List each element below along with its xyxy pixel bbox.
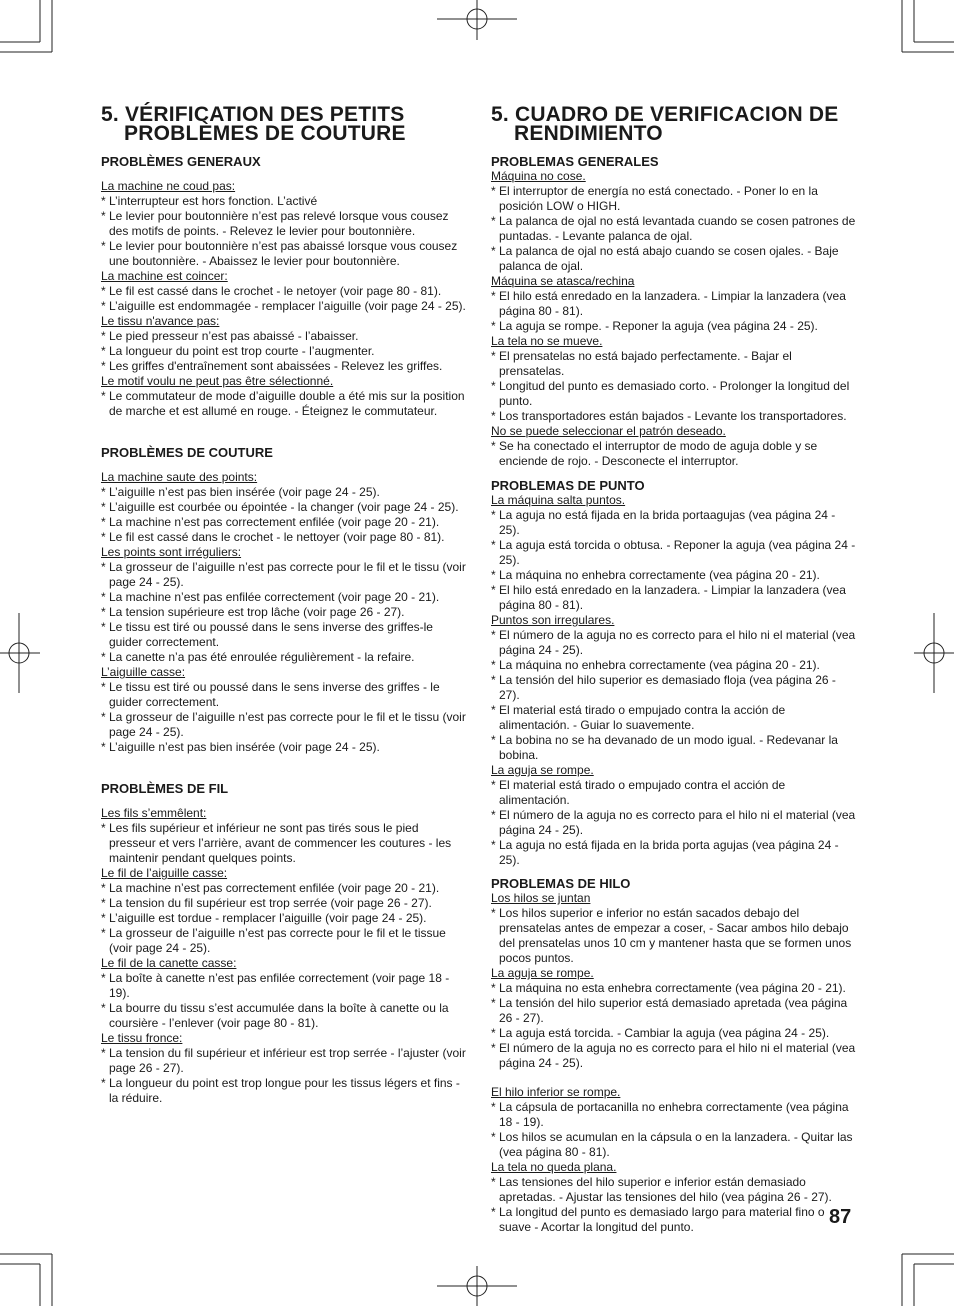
bullet-asterisk: * (491, 658, 496, 672)
remedy-item: * El hilo está enredado en la lanzadera. - Limpiar la lanzadera (vea página 80 - 81). (491, 583, 846, 612)
bullet-asterisk: * (101, 500, 106, 514)
bullet-asterisk: * (491, 703, 496, 717)
bullet-asterisk: * (491, 409, 496, 423)
bullet-asterisk: * (491, 996, 496, 1010)
bullet-asterisk: * (101, 344, 106, 358)
bullet-asterisk: * (101, 605, 106, 619)
remedy-item: * La machine n’est pas correctement enfilée (voir page 20 - 21). (101, 881, 440, 895)
remedy-item: * Los transportadores están bajados - Levante los transportadores. (491, 409, 847, 423)
remedy-item: * L’aiguille n’est pas bien insérée (voir page 24 - 25). (101, 485, 380, 499)
remedy-item: * Le tissu est tiré ou poussé dans le sens inverse des griffes-le guider correctement. (101, 620, 433, 649)
french-title-line1: 5. VÉRIFICATION DES PETITS (101, 103, 405, 126)
bullet-asterisk: * (101, 1076, 106, 1090)
remedy-item: * Les fils supérieur et inférieur ne sont pas tirés sous le pied presseur et vers l’arrière, avant de commencer les coutures - les maintenir pendant quelques points. (101, 821, 452, 865)
problem-subheading: Le tissu n'avance pas: (101, 314, 220, 328)
problem-subheading: Los hilos se juntan (491, 891, 591, 905)
remedy-item: * La grosseur de l’aiguille n’est pas correcte pour le fil et le tissu (voir page 24 - 25). (101, 710, 466, 739)
problem-subheading: La aguja se rompe. (491, 966, 594, 980)
remedy-item: * Le commutateur de mode d’aiguille double a été mis sur la position de marche et est allumé en rouge. - Éteignez le commutateur. (101, 389, 465, 418)
bullet-asterisk: * (101, 590, 106, 604)
bullet-asterisk: * (101, 881, 106, 895)
remedy-item: * Le tissu est tiré ou poussé dans le sens inverse des griffes - le guider correctement. (101, 680, 440, 709)
bullet-asterisk: * (101, 560, 106, 574)
remedy-item: * Le pied presseur n’est pas abaissé - l’abaisser. (101, 329, 359, 343)
bullet-asterisk: * (101, 911, 106, 925)
remedy-item: * La tension supérieure est trop lâche (voir page 26 - 27). (101, 605, 405, 619)
remedy-item: * Le fil est cassé dans le crochet - le netoyer (voir page 80 - 81). (101, 284, 442, 298)
problem-subheading: La tela no se mueve. (491, 334, 603, 348)
bullet-asterisk: * (101, 194, 106, 208)
bullet-asterisk: * (491, 1205, 496, 1219)
remedy-item: * L’aiguille est tordue - remplacer l’aiguille (voir page 24 - 25). (101, 911, 427, 925)
remedy-item: * La máquina no enhebra correctamente (vea página 20 - 21). (491, 658, 820, 672)
problem-subheading: Puntos son irregulares. (491, 613, 615, 627)
bullet-asterisk: * (101, 971, 106, 985)
remedy-item: * Se ha conectado el interruptor de modo de aguja doble y se enciende de rojo. - Desconecte el interruptor. (491, 439, 818, 468)
spanish-column (491, 105, 857, 1235)
problem-subheading: La machine est coincer: (101, 269, 228, 283)
french-column (101, 105, 467, 1106)
remedy-item: * La máquina no esta enhebra correctamente (vea página 20 - 21). (491, 981, 846, 995)
problem-subheading: Les points sont irréguliers: (101, 545, 242, 559)
remedy-item: * La tensión del hilo superior está demasiado apretada (vea página 26 - 27). (491, 996, 848, 1025)
bullet-asterisk: * (101, 620, 106, 634)
remedy-item: * La aguja se rompe. - Reponer la aguja (vea página 24 - 25). (491, 319, 818, 333)
french-title (101, 105, 467, 143)
bullet-asterisk: * (491, 673, 496, 687)
remedy-item: * La tension du fil supérieur et inférieur est trop serrée - l’ajuster (voir page 26 - 27). (101, 1046, 466, 1075)
bullet-asterisk: * (101, 896, 106, 910)
remedy-item: * La tension du fil supérieur est trop serrée (voir page 26 - 27). (101, 896, 432, 910)
remedy-item: * La canette n’a pas été enroulée régulièrement - la refaire. (101, 650, 415, 664)
bullet-asterisk: * (101, 284, 106, 298)
page-number: 87 (829, 1206, 852, 1228)
bullet-asterisk: * (491, 568, 496, 582)
remedy-item: * Las tensiones del hilo superior e inferior están demasiado apretadas. - Ajustar las tensiones del hilo (vea página 26 - 27). (491, 1175, 832, 1204)
remedy-item: * El material está tirado o empujado contra el acción de alimentación. (491, 778, 786, 807)
remedy-item: * La longueur du point est trop courte - l’augmenter. (101, 344, 375, 358)
bullet-asterisk: * (491, 778, 496, 792)
bullet-asterisk: * (491, 508, 496, 522)
remedy-item: * La tensión del hilo superior es demasiado floja (vea página 26 - 27). (491, 673, 836, 702)
problem-subheading: La machine ne coud pas: (101, 179, 236, 193)
remedy-item: * La bobina no se ha devanado de un modo igual. - Redevanar la bobina. (491, 733, 838, 762)
bullet-asterisk: * (491, 214, 496, 228)
spanish-title-line2: RENDIMIENTO (514, 122, 663, 145)
bullet-asterisk: * (491, 628, 496, 642)
bullet-asterisk: * (491, 349, 496, 363)
bullet-asterisk: * (101, 740, 106, 754)
bullet-asterisk: * (101, 680, 106, 694)
remedy-item: * La grosseur de l’aiguille n’est pas correcte pour le fil et le tissu (voir page 24 - 25). (101, 560, 466, 589)
bullet-asterisk: * (491, 439, 496, 453)
problem-subheading: La aguja se rompe. (491, 763, 594, 777)
remedy-item: * La palanca de ojal no está abajo cuando se cosen ojales. - Baje palanca de ojal. (491, 244, 839, 273)
remedy-item: * La longitud del punto es demasiado largo para material fino o suave - Acortar la longitud del punto. (491, 1205, 825, 1234)
section-heading: PROBLEMAS GENERALES (491, 154, 659, 169)
bullet-asterisk: * (101, 239, 106, 253)
remedy-item: * La aguja no está fijada en la brida porta agujas (vea página 24 - 25). (491, 838, 839, 867)
bullet-asterisk: * (491, 808, 496, 822)
bullet-asterisk: * (101, 515, 106, 529)
spanish-title-line1: 5. CUADRO DE VERIFICACION DE (491, 103, 839, 126)
remedy-item: * L’interrupteur est hors fonction. L’activé (101, 194, 318, 208)
bullet-asterisk: * (491, 583, 496, 597)
problem-subheading: El hilo inferior se rompe. (491, 1085, 621, 1099)
spanish-title (491, 105, 857, 143)
problem-subheading: Le tissu fronce: (101, 1031, 183, 1045)
section-heading: PROBLÈMES GENERAUX (101, 154, 261, 169)
remedy-item: * Les griffes d'entraînement sont abaissées - Relevez les griffes. (101, 359, 443, 373)
bullet-asterisk: * (101, 299, 106, 313)
bullet-asterisk: * (491, 1041, 496, 1055)
bullet-asterisk: * (101, 209, 106, 223)
bullet-asterisk: * (491, 184, 496, 198)
french-title-line2: PROBLÈMES DE COUTURE (124, 122, 406, 145)
problem-subheading: La máquina salta puntos. (491, 493, 626, 507)
remedy-item: * La longueur du point est trop longue pour les tissus légers et fins - la réduire. (101, 1076, 460, 1105)
remedy-item: * La aguja no está fijada en la brida portaagujas (vea página 24 - 25). (491, 508, 836, 537)
bullet-asterisk: * (101, 329, 106, 343)
bullet-asterisk: * (491, 981, 496, 995)
bullet-asterisk: * (101, 821, 106, 835)
bullet-asterisk: * (491, 289, 496, 303)
problem-subheading: Le fil de la canette casse: (101, 956, 237, 970)
remedy-item: * La cápsula de portacanilla no enhebra correctamente (vea página 18 - 19). (491, 1100, 849, 1129)
bullet-asterisk: * (101, 1001, 106, 1015)
remedy-item: * El número de la aguja no es correcto para el hilo ni el material (vea página 24 - 25). (491, 1041, 856, 1070)
bullet-asterisk: * (491, 1175, 496, 1189)
bullet-asterisk: * (491, 1100, 496, 1114)
problem-subheading: Les fils s’emmêlent: (101, 806, 207, 820)
remedy-item: * Los hilos se acumulan en la cápsula o en la lanzadera. - Quitar las (vea página 80 - 81). (491, 1130, 853, 1159)
remedy-item: * La palanca de ojal no está levantada cuando se cosen patrones de puntadas. - Levante palanca de ojal. (491, 214, 856, 243)
bullet-asterisk: * (491, 1026, 496, 1040)
remedy-item: * L’aiguille est courbée ou épointée - la changer (voir page 24 - 25). (101, 500, 459, 514)
french-sections (101, 154, 467, 1106)
bullet-asterisk: * (491, 244, 496, 258)
remedy-item: * La aguja está torcida. - Cambiar la aguja (vea página 24 - 25). (491, 1026, 830, 1040)
bullet-asterisk: * (491, 838, 496, 852)
bullet-asterisk: * (101, 1046, 106, 1060)
section-heading: PROBLÈMES DE FIL (101, 781, 229, 796)
bullet-asterisk: * (101, 926, 106, 940)
remedy-item: * Le levier pour boutonnière n’est pas abaissé lorsque vous cousez une boutonnière. - Abaissez le levier pour boutonnière. (101, 239, 458, 268)
problem-subheading: Le fil de l’aiguille casse: (101, 866, 228, 880)
problem-subheading: Máquina no cose. (491, 169, 586, 183)
bullet-asterisk: * (491, 1130, 496, 1144)
section-heading: PROBLÈMES DE COUTURE (101, 445, 273, 460)
bullet-asterisk: * (101, 650, 106, 664)
remedy-item: * La aguja está torcida o obtusa. - Reponer la aguja (vea página 24 - 25). (491, 538, 856, 567)
remedy-item: * L’aiguille est endommagée - remplacer l’aiguille (voir page 24 - 25). (101, 299, 466, 313)
remedy-item: * L’aiguille n’est pas bien insérée (voir page 24 - 25). (101, 740, 380, 754)
section-heading: PROBLEMAS DE PUNTO (491, 478, 645, 493)
bullet-asterisk: * (491, 906, 496, 920)
remedy-item: * La boîte à canette n’est pas enfilée correctement (voir page 18 - 19). (101, 971, 450, 1000)
problem-subheading: Le motif voulu ne peut pas être sélectionné. (101, 374, 334, 388)
spanish-sections (491, 154, 857, 1235)
bullet-asterisk: * (101, 530, 106, 544)
remedy-item: * La bourre du tissu s’est accumulée dans la boîte à canette ou la coursière - l’enlever (voir page 80 - 81). (101, 1001, 449, 1030)
remedy-item: * La machine n’est pas enfilée correctement (voir page 20 - 21). (101, 590, 440, 604)
bullet-asterisk: * (101, 485, 106, 499)
remedy-item: * Longitud del punto es demasiado corto. - Prolonger la longitud del punto. (491, 379, 850, 408)
remedy-item: * El número de la aguja no es correcto para el hilo ni el material (vea página 24 - 25). (491, 808, 856, 837)
remedy-item: * El material está tirado o empujado contra la acción de alimentación. - Guiar lo suavemente. (491, 703, 786, 732)
problem-subheading: La tela no queda plana. (491, 1160, 617, 1174)
bullet-asterisk: * (101, 359, 106, 373)
remedy-item: * La grosseur de l’aiguille n’est pas correcte pour le fil et le tissue (voir page 24 - 25). (101, 926, 446, 955)
remedy-item: * Los hilos superior e inferior no están sacados debajo del prensatelas antes de empezar a coser, - Sacar ambos hilo debajo del prensatelas unos 10 cm y mantener hasta que se formen unos pocos puntos. (491, 906, 852, 965)
bullet-asterisk: * (491, 538, 496, 552)
problem-subheading: L’aiguille casse: (101, 665, 186, 679)
section-heading: PROBLEMAS DE HILO (491, 876, 631, 891)
bullet-asterisk: * (491, 379, 496, 393)
remedy-item: * Le fil est cassé dans le crochet - le nettoyer (voir page 80 - 81). (101, 530, 445, 544)
remedy-item: * El interruptor de energía no está conectado. - Poner lo en la posición LOW o HIGH. (491, 184, 818, 213)
remedy-item: * El hilo está enredado en la lanzadera. - Limpiar la lanzadera (vea página 80 - 81). (491, 289, 846, 318)
problem-subheading: No se puede seleccionar el patrón deseado. (491, 424, 726, 438)
problem-subheading: Máquina se atasca/rechina (491, 274, 635, 288)
bullet-asterisk: * (101, 710, 106, 724)
remedy-item: * El número de la aguja no es correcto para el hilo ni el material (vea página 24 - 25). (491, 628, 856, 657)
remedy-item: * El prensatelas no está bajado perfectamente. - Bajar el prensatelas. (491, 349, 792, 378)
bullet-asterisk: * (491, 733, 496, 747)
remedy-item: * Le levier pour boutonnière n’est pas relevé lorsque vous cousez des motifs de points. - Relevez le levier pour boutonnière. (101, 209, 449, 238)
bullet-asterisk: * (491, 319, 496, 333)
remedy-item: * La machine n’est pas correctement enfilée (voir page 20 - 21). (101, 515, 440, 529)
problem-subheading: La machine saute des points: (101, 470, 258, 484)
bullet-asterisk: * (101, 389, 106, 403)
remedy-item: * La máquina no enhebra correctamente (vea página 20 - 21). (491, 568, 820, 582)
